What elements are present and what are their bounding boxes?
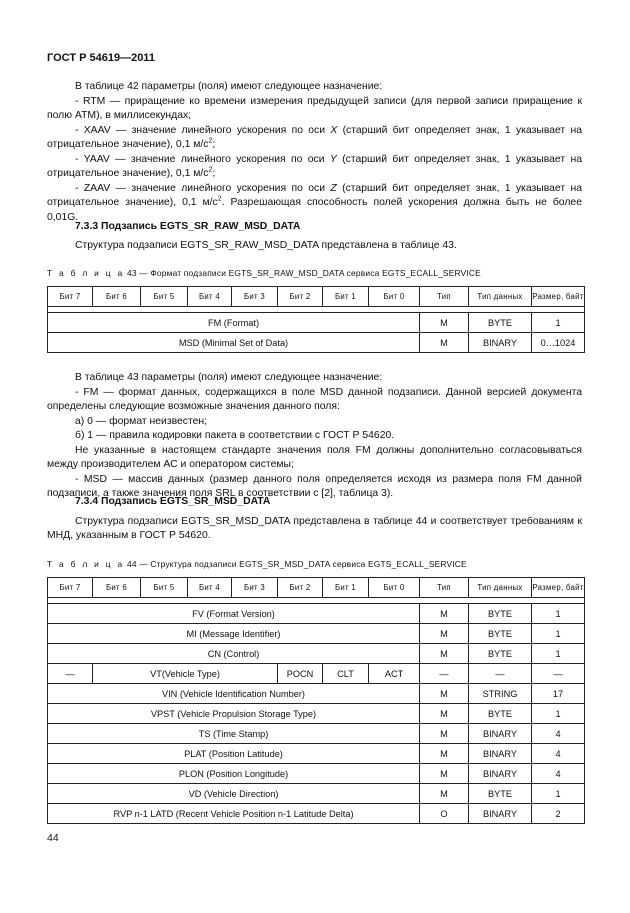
- field-type: M: [420, 784, 469, 804]
- paragraph: В таблице 42 параметры (поля) имеют следующее назначение:: [75, 81, 383, 92]
- field-name: MSD (Minimal Set of Data): [48, 333, 420, 353]
- table-header-row: [48, 287, 585, 307]
- field-datatype: BINARY: [469, 333, 532, 353]
- field-size: 4: [532, 764, 585, 784]
- field-name: PLON (Position Longitude): [48, 764, 420, 784]
- act-field: ACT: [369, 664, 420, 684]
- field-type: M: [420, 764, 469, 784]
- field-size: 1: [532, 313, 585, 333]
- vt-field: VT(Vehicle Type): [93, 664, 278, 684]
- field-name: VD (Vehicle Direction): [48, 784, 420, 804]
- table-row: [48, 624, 585, 644]
- field-datatype: BYTE: [469, 624, 532, 644]
- table-row: [48, 313, 585, 333]
- column-header: Бит 7: [48, 578, 93, 598]
- field-size: —: [532, 664, 585, 684]
- pocn-field: POCN: [278, 664, 323, 684]
- column-header: Бит 5: [141, 287, 188, 307]
- field-type: M: [420, 624, 469, 644]
- field-size: 2: [532, 804, 585, 824]
- field-datatype: BYTE: [469, 313, 532, 333]
- table-43-caption: [47, 268, 587, 278]
- caption-text: 43 — Формат подзаписи EGTS_SR_RAW_MSD_DATA сервиса EGTS_ECALL_SERVICE: [126, 268, 481, 278]
- section-733: [47, 220, 582, 253]
- field-size: 17: [532, 684, 585, 704]
- column-header: Бит 1: [323, 578, 369, 598]
- paragraph: - XAAV — значение линейного ускорения по оси X (старший бит определяет знак, 1 указывает на отрицательное значение), 0,1 $м/с^2$;: [47, 124, 582, 150]
- column-header: Бит 4: [188, 287, 232, 307]
- column-header: Бит 7: [48, 287, 93, 307]
- caption-prefix: Т а б л и ц а: [47, 268, 125, 278]
- column-header: Бит 3: [232, 578, 278, 598]
- column-header: Тип: [420, 287, 469, 307]
- field-name: TS (Time Stamp): [48, 724, 420, 744]
- column-header: Бит 1: [323, 287, 369, 307]
- paragraph: В таблице 43 параметры (поля) имеют следующее назначение:: [75, 372, 383, 383]
- field-datatype: BYTE: [469, 704, 532, 724]
- field-size: 1: [532, 784, 585, 804]
- column-header: Бит 0: [369, 578, 420, 598]
- field-type: M: [420, 604, 469, 624]
- paragraph: а) 0 — формат неизвестен;: [75, 415, 208, 427]
- field-name: FM (Format): [48, 313, 420, 333]
- table-row: [48, 604, 585, 624]
- table-row-vehicle-type: [48, 664, 585, 684]
- table-row: [48, 804, 585, 824]
- column-header: Бит 5: [141, 578, 188, 598]
- field-size: 1: [532, 704, 585, 724]
- paragraph: - ZAAV — значение линейного ускорения по оси Z (старший бит определяет знак, 1 указывает на отрицательное значение), 0,1 $м/с^2$. Разрешающая способность полей ускорения должна быть не более 0,01G.: [47, 182, 582, 223]
- section-721-text: [47, 80, 582, 225]
- field-type: M: [420, 704, 469, 724]
- paragraph: б) 1 — правила кодировки пакета в соответствии с ГОСТ Р 54620.: [75, 430, 395, 441]
- field-datatype: BYTE: [469, 604, 532, 624]
- reserved-bit-cell: —: [48, 664, 93, 684]
- page-number: 44: [47, 832, 59, 844]
- field-type: M: [420, 744, 469, 764]
- clt-field: CLT: [323, 664, 369, 684]
- field-type: —: [420, 664, 469, 684]
- field-datatype: STRING: [469, 684, 532, 704]
- field-type: M: [420, 684, 469, 704]
- table-row: [48, 644, 585, 664]
- field-type: O: [420, 804, 469, 824]
- column-header: Бит 6: [93, 287, 141, 307]
- field-datatype: BYTE: [469, 784, 532, 804]
- field-type: M: [420, 333, 469, 353]
- table-row: [48, 724, 585, 744]
- section-734: [47, 495, 582, 544]
- column-header: Бит 2: [278, 287, 323, 307]
- field-datatype: BINARY: [469, 744, 532, 764]
- table-44-caption: [47, 559, 587, 569]
- caption-text: 44 — Структура подзаписи EGTS_SR_MSD_DATA сервиса EGTS_ECALL_SERVICE: [126, 559, 467, 569]
- table-row: [48, 704, 585, 724]
- column-header: Бит 0: [369, 287, 420, 307]
- field-type: M: [420, 724, 469, 744]
- paragraph: Структура подзаписи EGTS_SR_RAW_MSD_DATA представлена в таблице 43.: [75, 239, 457, 251]
- column-header: Размер, байт: [532, 578, 585, 598]
- table-row: [48, 333, 585, 353]
- field-datatype: BYTE: [469, 644, 532, 664]
- field-size: 1: [532, 624, 585, 644]
- table-row: [48, 784, 585, 804]
- field-name: VIN (Vehicle Identification Number): [48, 684, 420, 704]
- table-row: [48, 684, 585, 704]
- table-43-description: [47, 371, 582, 502]
- table-row: [48, 764, 585, 784]
- field-size: 4: [532, 744, 585, 764]
- column-header: Бит 3: [232, 287, 278, 307]
- field-size: 0…1024: [532, 333, 585, 353]
- column-header: Бит 2: [278, 578, 323, 598]
- paragraph: - YAAV — значение линейного ускорения по оси Y (старший бит определяет знак, 1 указывает на отрицательное значение), 0,1 $м/с^2$;: [47, 153, 582, 179]
- field-size: 1: [532, 644, 585, 664]
- column-header: Размер, байт: [532, 287, 585, 307]
- document-header: ГОСТ Р 54619—2011: [47, 52, 155, 64]
- paragraph: - MSD — массив данных (размер данного поля определяется исходя из размера поля FM данной подзаписи, а также значения поля SRL в соответствии с [2], таблица 3).: [47, 473, 582, 499]
- column-header: Бит 4: [188, 578, 232, 598]
- table-44: [47, 577, 585, 824]
- field-type: M: [420, 644, 469, 664]
- table-header-row: [48, 578, 585, 598]
- field-name: FV (Format Version): [48, 604, 420, 624]
- section-title: 7.3.4 Подзапись EGTS_SR_MSD_DATA: [75, 496, 271, 507]
- field-name: MI (Message Identifier): [48, 624, 420, 644]
- column-header: Тип: [420, 578, 469, 598]
- field-name: CN (Control): [48, 644, 420, 664]
- caption-prefix: Т а б л и ц а: [47, 559, 125, 569]
- field-size: 4: [532, 724, 585, 744]
- paragraph: Структура подзаписи EGTS_SR_MSD_DATA представлена в таблице 44 и соответствует требованиям к МНД, указанным в ГОСТ Р 54620.: [47, 515, 582, 541]
- paragraph: - FM — формат данных, содержащихся в поле MSD данной подзаписи. Данной версией документа определены следующие возможные значения данного поля:: [47, 386, 582, 412]
- field-datatype: BINARY: [469, 724, 532, 744]
- field-datatype: BINARY: [469, 764, 532, 784]
- field-name: VPST (Vehicle Propulsion Storage Type): [48, 704, 420, 724]
- field-datatype: BINARY: [469, 804, 532, 824]
- paragraph: Не указанные в настоящем стандарте значения поля FM должны дополнительно согласовываться между производителем АС и оператором системы;: [47, 444, 582, 470]
- paragraph: - RTM — приращение ко времени измерения предыдущей записи (для первой записи приращение к полю ATM), в миллисекундах;: [47, 95, 582, 121]
- table-row: [48, 744, 585, 764]
- column-header: Тип данных: [469, 287, 532, 307]
- field-size: 1: [532, 604, 585, 624]
- field-name: PLAT (Position Latitude): [48, 744, 420, 764]
- section-title: 7.3.3 Подзапись EGTS_SR_RAW_MSD_DATA: [75, 221, 301, 232]
- field-datatype: —: [469, 664, 532, 684]
- field-type: M: [420, 313, 469, 333]
- column-header: Бит 6: [93, 578, 141, 598]
- table-43: [47, 286, 585, 353]
- field-name: RVP n-1 LATD (Recent Vehicle Position n-1 Latitude Delta): [48, 804, 420, 824]
- column-header: Тип данных: [469, 578, 532, 598]
